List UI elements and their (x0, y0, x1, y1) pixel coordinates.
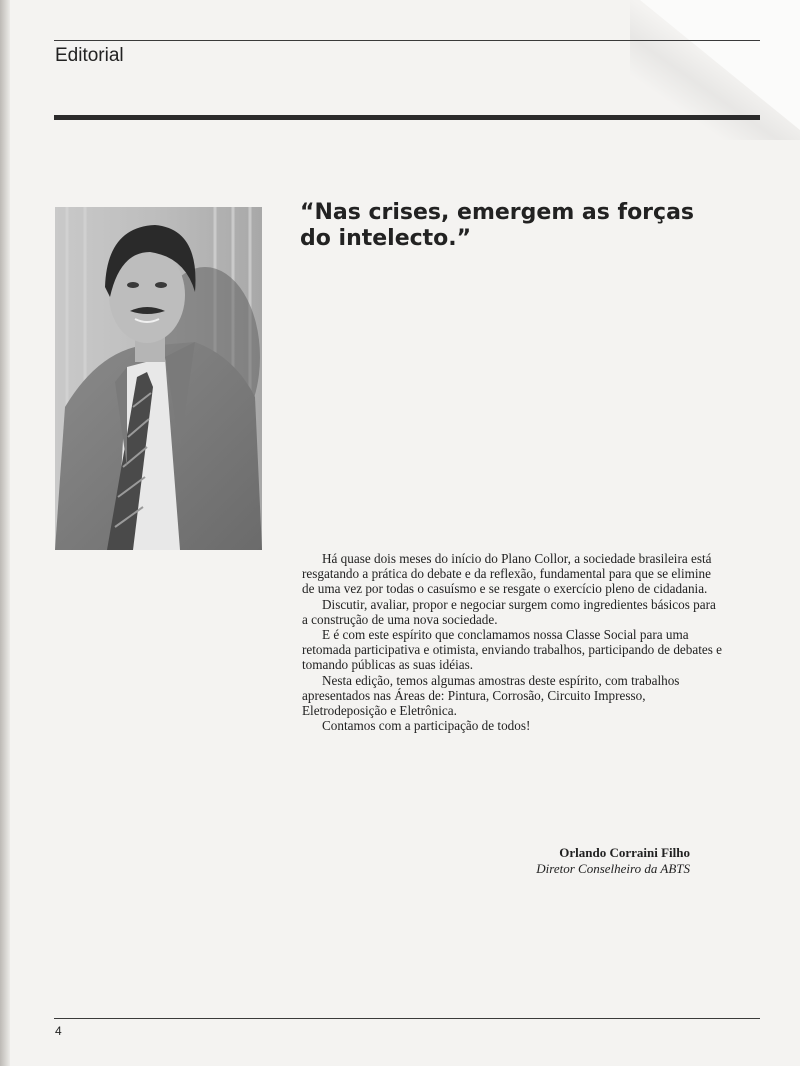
section-title: Editorial (55, 45, 124, 66)
pull-quote: “Nas crises, emergem as forças do intelecto.” (300, 200, 695, 251)
signature-block (536, 845, 690, 877)
footer-rule (54, 1018, 760, 1019)
body-paragraph: E é com este espírito que conclamamos nossa Classe Social para uma retomada participativa e otimista, enviando trabalhos, participando de debates e tomando públicas as suas idéias. (302, 627, 723, 673)
page-corner-fold (640, 0, 800, 130)
binding-edge (0, 0, 10, 1066)
portrait-illustration (55, 207, 262, 550)
top-rule (54, 40, 760, 41)
page-number: 4 (55, 1024, 62, 1038)
header-thick-rule (54, 115, 760, 120)
portrait-photo (55, 207, 262, 550)
body-paragraph: Há quase dois meses do início do Plano Collor, a sociedade brasileira está resgatando a prática do debate e da reflexão, fundamental para que se elimine de uma vez por todas o casuísmo e se resgate o exercício pleno de cidadania. (302, 551, 712, 597)
body-paragraph: Discutir, avaliar, propor e negociar surgem como ingredientes básicos para a construção de uma nova sociedade. (302, 596, 716, 627)
editorial-body (302, 551, 722, 733)
author-role: Diretor Conselheiro da ABTS (536, 861, 690, 876)
body-paragraph: Contamos com a participação de todos! (322, 718, 531, 734)
body-paragraph: Nesta edição, temos algumas amostras deste espírito, com trabalhos apresentados nas Áreas de: Pintura, Corrosão, Circuito Impresso, Eletrodeposição e Eletrônica. (302, 672, 680, 719)
author-name: Orlando Corraini Filho (559, 845, 690, 860)
